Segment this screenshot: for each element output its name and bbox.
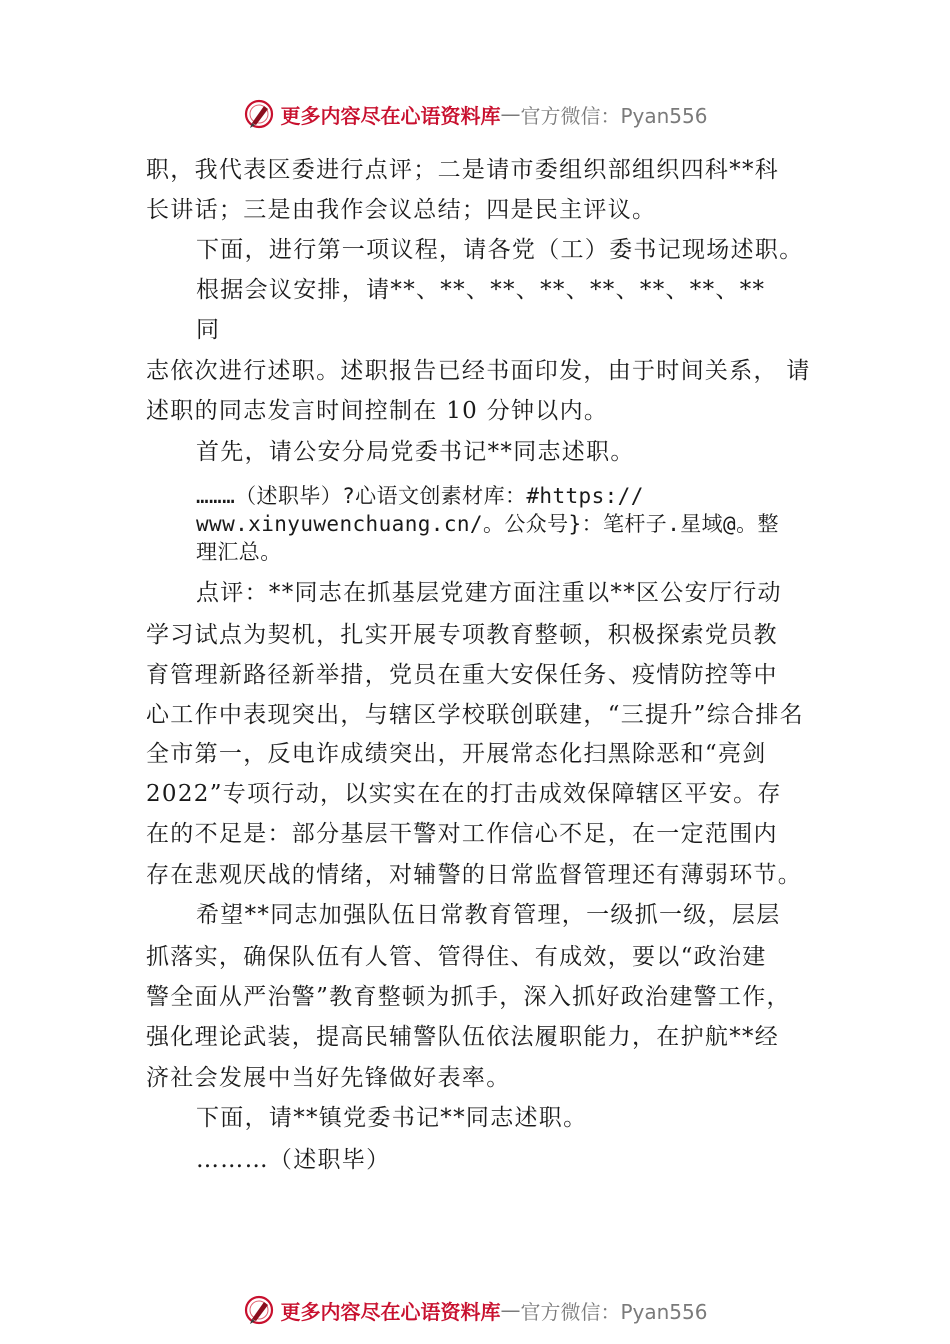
- banner-site-name: 更多内容尽在心语资料库: [280, 1299, 501, 1324]
- paragraph-line: 抓落实，确保队伍有人管、管得住、有成效，要以“政治建: [146, 944, 767, 970]
- pen-logo-icon: [242, 97, 276, 131]
- paragraph-line: ………（述职毕）: [196, 1147, 391, 1173]
- paragraph-line: 下面，请**镇党委书记**同志述职。: [196, 1105, 588, 1131]
- header-banner: [0, 94, 950, 134]
- paragraph-line: 同: [196, 317, 221, 343]
- paragraph-line: ………（述职毕）?心语文创素材库：#https://: [196, 484, 644, 508]
- paragraph-line: www.xinyuwenchuang.cn/。公众号}：笔杆子.星域@。整: [196, 512, 779, 536]
- paragraph-line: 学习试点为契机，扎实开展专项教育整顿，积极探索党员教: [146, 622, 778, 648]
- paragraph-line: 2022”专项行动，以实实在在的打击成效保障辖区平安。存: [146, 781, 782, 807]
- paragraph-line: 下面，进行第一项议程，请各党（工）委书记现场述职。: [196, 237, 804, 263]
- paragraph-line: 济社会发展中当好先锋做好表率。: [146, 1065, 511, 1091]
- banner-wechat: 官方微信：Pyan556: [520, 103, 708, 128]
- paragraph-line: 点评：**同志在抓基层党建方面注重以**区公安厅行动: [196, 580, 782, 606]
- paragraph-line: 全市第一，反电诈成绩突出，开展常态化扫黑除恶和“亮剑: [146, 741, 767, 767]
- paragraph-line: 存在悲观厌战的情绪，对辅警的日常监督管理还有薄弱环节。: [146, 862, 803, 888]
- paragraph-line: 在的不足是：部分基层干警对工作信心不足，在一定范围内: [146, 821, 778, 847]
- banner-wechat: 官方微信：Pyan556: [520, 1299, 708, 1324]
- paragraph-line: 心工作中表现突出，与辖区学校联创联建，“三提升”综合排名: [146, 702, 804, 728]
- paragraph-line: 希望**同志加强队伍日常教育管理，一级抓一级，层层: [196, 902, 781, 928]
- banner-dash: —: [500, 102, 521, 126]
- paragraph-line: 理汇总。: [196, 540, 282, 564]
- pen-logo-icon: [242, 1293, 276, 1327]
- paragraph-line: 警全面从严治警”教育整顿为抓手，深入抓好政治建警工作，: [146, 984, 791, 1010]
- paragraph-line: 长讲话；三是由我作会议总结；四是民主评议。: [146, 197, 657, 223]
- banner-site-name: 更多内容尽在心语资料库: [280, 103, 501, 128]
- footer-banner: [0, 1290, 950, 1330]
- paragraph-line: 述职的同志发言时间控制在 10 分钟以内。: [146, 398, 609, 424]
- paragraph-line: 职，我代表区委进行点评；二是请市委组织部组织四科**科: [146, 157, 780, 183]
- paragraph-line: 育管理新路径新举措，党员在重大安保任务、疫情防控等中: [146, 662, 778, 688]
- paragraph-line: 志依次进行述职。述职报告已经书面印发，由于时间关系， 请: [146, 358, 811, 384]
- paragraph-line: 强化理论武装，提高民辅警队伍依法履职能力，在护航**经: [146, 1024, 780, 1050]
- paragraph-line: 首先，请公安分局党委书记**同志述职。: [196, 439, 635, 465]
- banner-dash: —: [500, 1298, 521, 1322]
- paragraph-line: 根据会议安排，请**、**、**、**、**、**、**、**: [196, 277, 766, 303]
